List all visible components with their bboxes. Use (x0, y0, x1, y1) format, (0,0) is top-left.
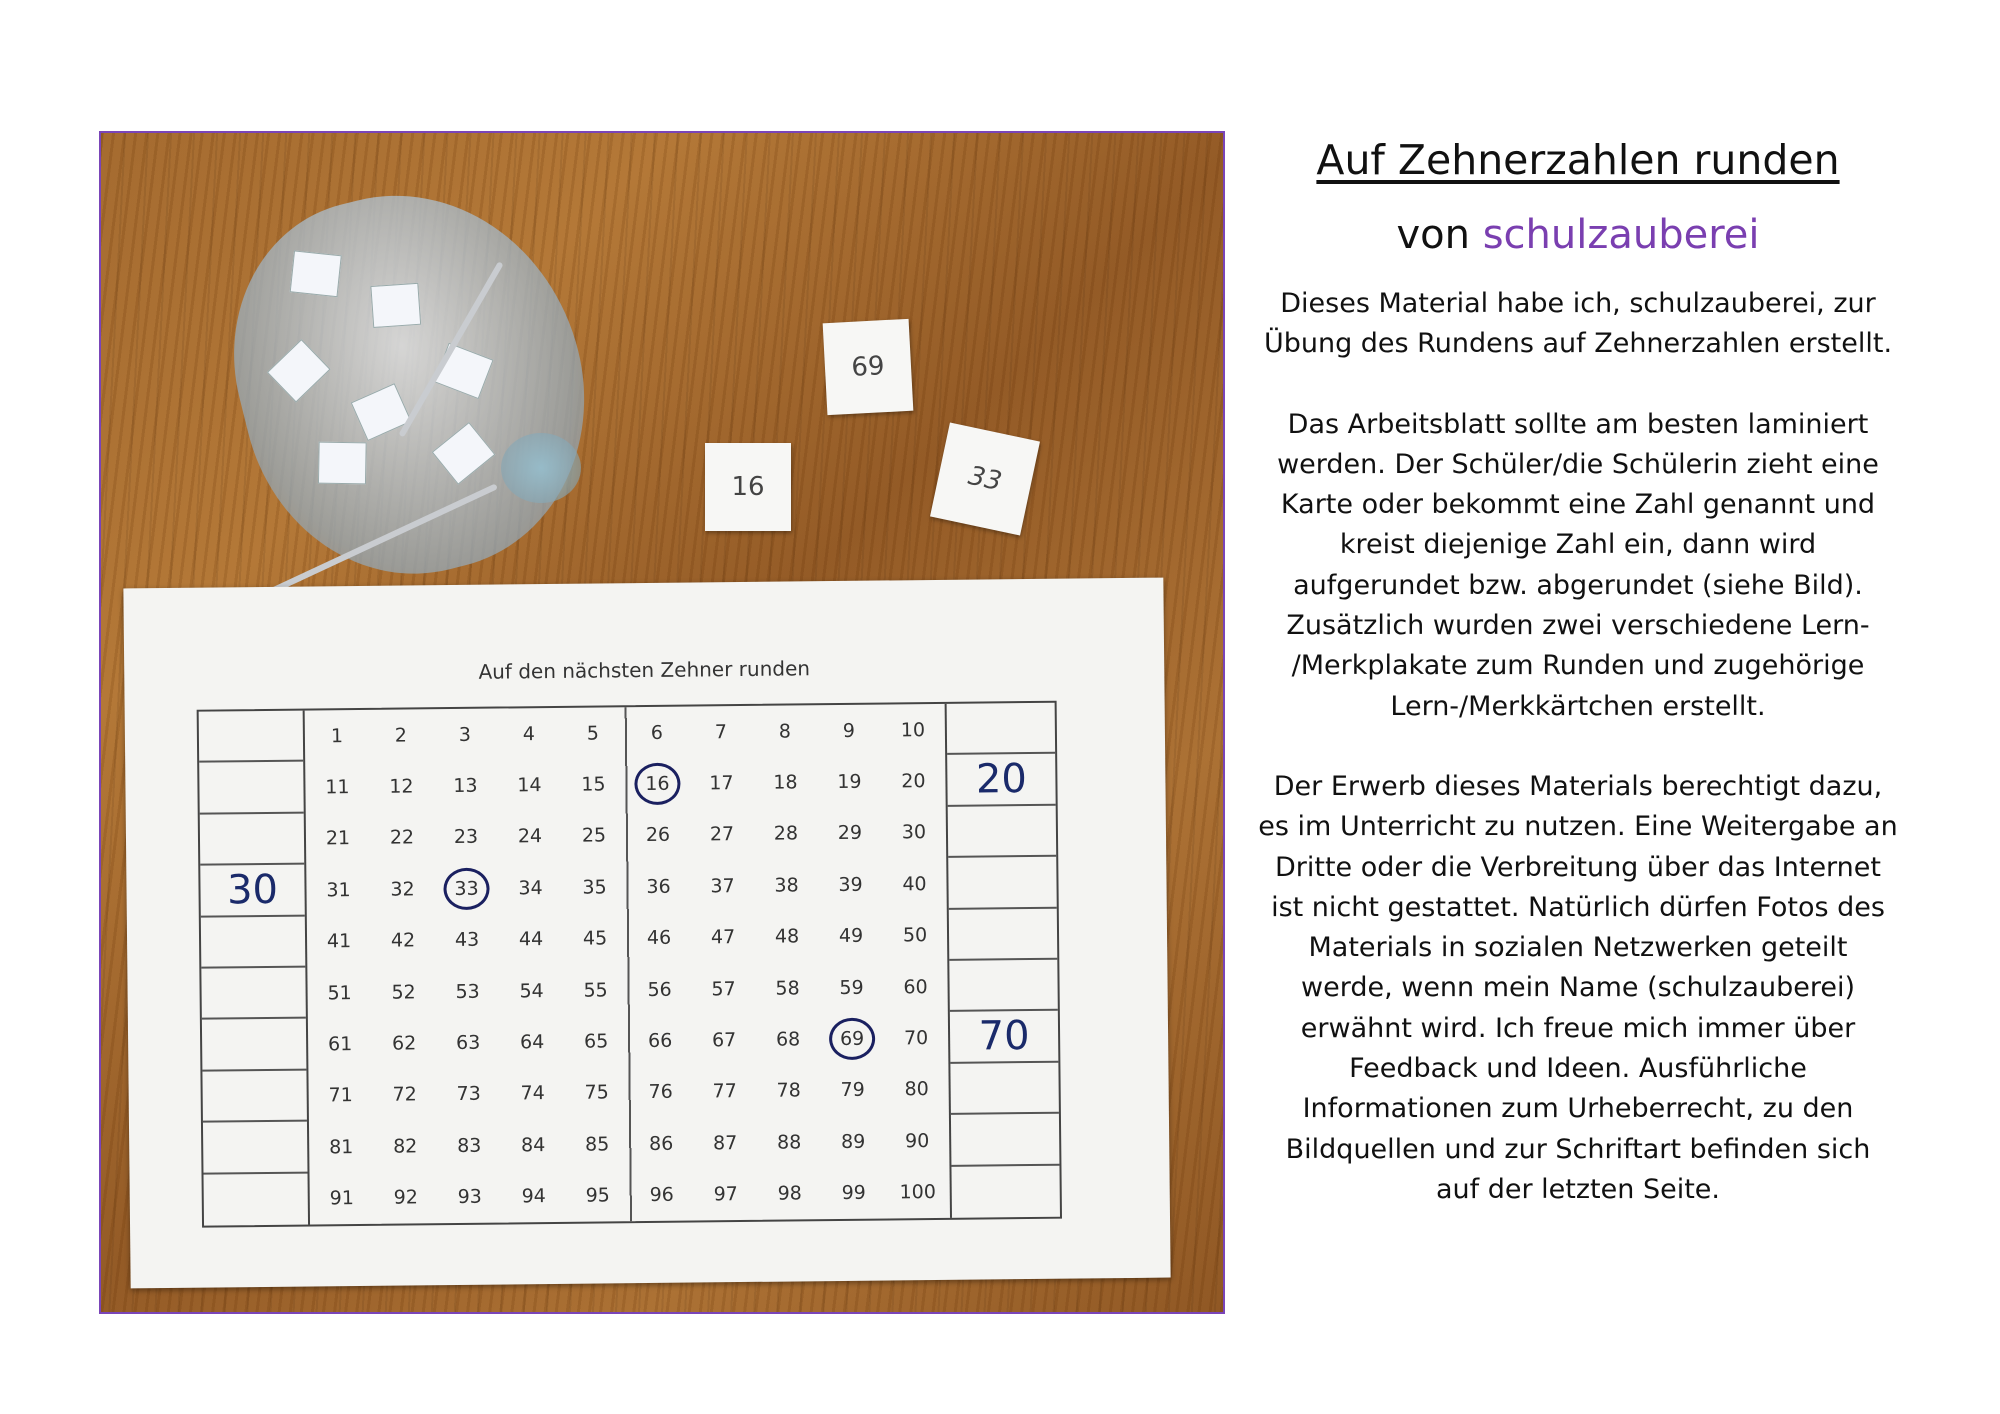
grid-number: 85 (585, 1133, 610, 1156)
text-line: Dieses Material habe ich, schulzauberei, zur (1280, 288, 1876, 319)
left-answer-column (199, 711, 310, 1226)
text-line: ist nicht gestattet. Natürlich dürfen Fotos des (1271, 891, 1885, 923)
text-line: Informationen zum Urheberrecht, zu den (1302, 1093, 1854, 1125)
grid-number: 88 (776, 1131, 802, 1154)
grid-number: 100 (899, 1181, 936, 1204)
laminated-worksheet (123, 578, 1170, 1289)
answer-box (200, 813, 305, 865)
grid-number: 6 (650, 721, 664, 744)
grid-number: 12 (389, 775, 414, 798)
grid-number: 8 (778, 720, 792, 743)
text-line: Lern-/Merkkärtchen erstellt. (1390, 690, 1766, 722)
grid-number: 77 (712, 1080, 737, 1103)
answer-box (951, 1165, 1060, 1218)
grid-number: 30 (901, 821, 927, 844)
grid-number: 36 (646, 875, 671, 898)
grid-number: 58 (775, 977, 800, 1000)
answer-box (949, 960, 1058, 1013)
grid-number: 54 (519, 979, 544, 1003)
intro-paragraph (1248, 284, 1908, 365)
grid-number: 27 (709, 823, 735, 846)
grid-number: 18 (773, 771, 798, 794)
grid-number: 94 (521, 1185, 546, 1208)
grid-number: 21 (325, 827, 351, 850)
grid-number: 63 (455, 1031, 481, 1055)
grid-number: 68 (775, 1028, 801, 1051)
grid-number: 20 (901, 770, 926, 793)
grid-number: 24 (517, 825, 543, 848)
grid-number: 61 (327, 1033, 353, 1056)
text-line: Das Arbeitsblatt sollte am besten laminiert (1287, 408, 1869, 440)
grid-number: 35 (582, 876, 607, 899)
text-line: Übung des Rundens auf Zehnerzahlen erstellt. (1263, 328, 1893, 360)
usage-paragraph (1248, 405, 1908, 727)
hundred-grid (197, 701, 1062, 1228)
grid-number: 22 (389, 826, 415, 850)
grid-number: 66 (647, 1029, 673, 1053)
grid-number: 62 (391, 1032, 417, 1055)
grid-number: 17 (709, 772, 734, 795)
number-card: 33 (930, 422, 1040, 535)
grid-number: 75 (584, 1081, 609, 1105)
answer-box: 30 (200, 865, 305, 917)
text-line: Materials in sozialen Netzwerken geteilt (1308, 932, 1848, 964)
grid-number: 80 (904, 1078, 929, 1101)
answer-box: 20 (947, 754, 1056, 807)
grid-number: 46 (646, 927, 672, 950)
bag-knot (501, 433, 581, 503)
page-title: Auf Zehnerzahlen runden (1316, 136, 1840, 184)
text-line: aufgerundet bzw. abgerundet (siehe Bild). (1293, 569, 1863, 601)
text-line: /Merkplakate zum Runden und zugehörige (1291, 650, 1865, 682)
text-line: Feedback und Ideen. Ausführliche (1349, 1053, 1807, 1085)
author-line (1248, 206, 1908, 264)
text-line: Zusätzlich wurden zwei verschiedene Lern- (1286, 610, 1870, 642)
grid-number-circled: 16 (625, 758, 690, 810)
grid-number: 28 (773, 822, 799, 846)
text-line: Karte oder bekommt eine Zahl genannt und (1280, 489, 1876, 521)
grid-number: 86 (648, 1132, 674, 1155)
grid-number: 92 (393, 1186, 418, 1209)
grid-number: 84 (521, 1133, 546, 1157)
grid-number: 49 (838, 925, 864, 948)
grid-number: 79 (840, 1079, 865, 1102)
grid-number: 29 (837, 822, 863, 845)
license-paragraph (1248, 767, 1908, 1210)
grid-number: 39 (838, 873, 863, 896)
number-field (305, 704, 950, 1225)
answer-box (199, 762, 304, 814)
grid-number: 70 (903, 1027, 929, 1050)
text-line: Der Erwerb dieses Materials berechtigt dazu, (1273, 770, 1883, 802)
grid-number: 81 (329, 1135, 354, 1159)
grid-number-circled: 69 (820, 1013, 885, 1065)
grid-number: 55 (583, 979, 608, 1002)
answer-box (949, 908, 1058, 961)
grid-number: 3 (458, 723, 472, 746)
grid-number: 90 (904, 1129, 930, 1153)
grid-number: 95 (585, 1184, 610, 1207)
grid-number: 53 (455, 980, 480, 1003)
author-brand: schulzauberei (1482, 212, 1760, 258)
grid-number: 71 (328, 1084, 353, 1107)
grid-number: 19 (837, 770, 862, 794)
grid-number: 47 (710, 926, 736, 949)
grid-number: 57 (711, 977, 736, 1001)
answer-box (204, 1173, 309, 1225)
grid-number: 23 (453, 826, 479, 849)
grid-number: 14 (517, 774, 542, 797)
grid-number: 60 (903, 975, 928, 999)
grid-number: 40 (902, 872, 927, 896)
grid-number: 59 (839, 976, 864, 999)
grid-number: 93 (457, 1186, 482, 1209)
text-line: werden. Der Schüler/die Schülerin zieht eine (1277, 448, 1879, 480)
grid-number: 65 (583, 1030, 609, 1053)
grid-number: 2 (394, 724, 408, 747)
grid-number: 43 (454, 929, 480, 952)
grid-number: 98 (777, 1182, 802, 1205)
grid-number: 89 (840, 1130, 866, 1153)
grid-number: 76 (648, 1081, 673, 1104)
grid-number: 96 (649, 1184, 674, 1207)
organza-bag (200, 158, 622, 609)
grid-number: 37 (710, 874, 735, 898)
grid-number: 9 (842, 719, 856, 742)
grid-number: 32 (390, 878, 415, 901)
grid-number: 91 (329, 1187, 354, 1210)
grid-number: 67 (711, 1029, 737, 1052)
answer-box (950, 1062, 1059, 1115)
answer-box (948, 806, 1057, 859)
grid-number: 1 (330, 724, 344, 747)
grid-number: 52 (391, 981, 416, 1004)
grid-number: 97 (713, 1183, 738, 1206)
grid-number: 41 (326, 930, 352, 953)
text-line: werde, wenn mein Name (schulzauberei) (1301, 972, 1855, 1004)
grid-number: 38 (774, 874, 799, 897)
text-line: erwähnt wird. Ich freue mich immer über (1300, 1012, 1856, 1044)
answer-box (947, 703, 1056, 756)
description-column (1248, 130, 1908, 1210)
grid-number-circled: 33 (434, 863, 499, 915)
grid-number: 34 (518, 876, 543, 900)
grid-number: 64 (519, 1031, 545, 1054)
grid-number: 99 (841, 1182, 866, 1205)
answer-box (202, 1070, 307, 1122)
grid-number: 42 (390, 929, 416, 952)
grid-number: 50 (902, 924, 928, 947)
text-line: Bildquellen und zur Schriftart befinden sich (1285, 1133, 1871, 1165)
number-card: 69 (823, 319, 914, 415)
grid-number: 74 (520, 1082, 545, 1105)
answer-box (951, 1114, 1060, 1167)
answer-box (202, 1019, 307, 1071)
worksheet-title: Auf den nächsten Zehner runden (478, 656, 811, 684)
text-line: auf der letzten Seite. (1436, 1173, 1720, 1205)
number-card: 16 (705, 443, 791, 531)
text-line: es im Unterricht zu nutzen. Eine Weitergabe an (1258, 811, 1898, 843)
grid-number: 83 (457, 1134, 482, 1157)
grid-number: 26 (645, 824, 671, 847)
grid-number: 5 (586, 722, 600, 745)
grid-number: 31 (326, 878, 351, 902)
grid-number: 56 (647, 978, 672, 1001)
grid-number: 4 (522, 722, 536, 745)
grid-number: 78 (776, 1079, 801, 1103)
text-line: kreist diejenige Zahl ein, dann wird (1339, 529, 1817, 561)
grid-number: 10 (900, 718, 926, 742)
grid-number: 72 (392, 1083, 417, 1107)
grid-number: 13 (453, 774, 478, 798)
right-answer-column (945, 703, 1060, 1218)
grid-number: 25 (581, 824, 607, 848)
grid-number: 11 (325, 776, 350, 799)
grid-number: 51 (327, 981, 352, 1005)
grid-number: 82 (393, 1135, 418, 1158)
grid-number: 15 (581, 773, 606, 796)
author-prefix: von (1396, 212, 1470, 258)
answer-box (203, 1122, 308, 1174)
answer-box (201, 916, 306, 968)
grid-number: 48 (774, 925, 800, 948)
grid-number: 45 (582, 927, 608, 950)
answer-box: 70 (950, 1011, 1059, 1064)
answer-box (948, 857, 1057, 910)
answer-box (199, 711, 304, 763)
grid-number: 87 (712, 1131, 738, 1155)
grid-number: 44 (518, 928, 544, 951)
grid-number: 7 (714, 720, 728, 743)
answer-box (201, 968, 306, 1020)
material-photo (99, 131, 1225, 1314)
grid-number: 73 (456, 1083, 481, 1106)
text-line: Dritte oder die Verbreitung über das Internet (1274, 851, 1881, 883)
